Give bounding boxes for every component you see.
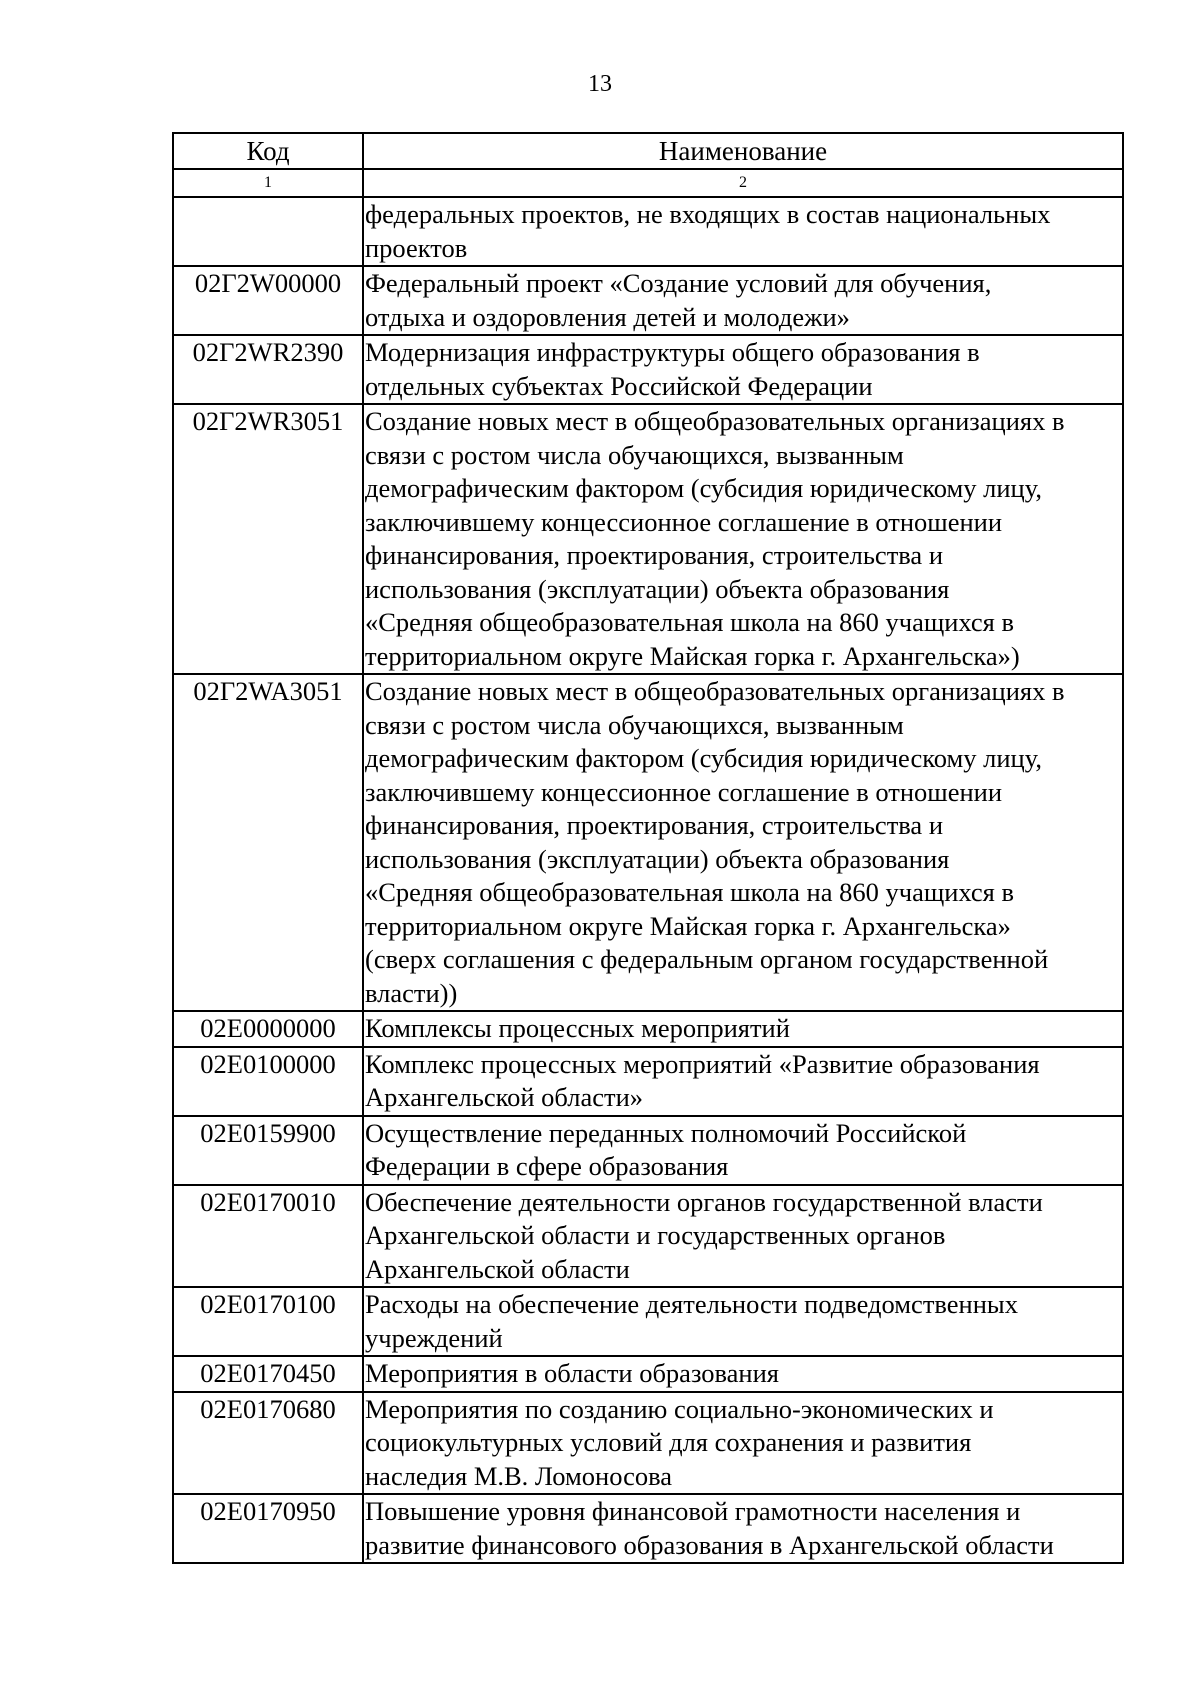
column-number-row bbox=[173, 169, 1123, 197]
budget-code-table bbox=[172, 132, 1124, 1564]
row-name bbox=[363, 1011, 1123, 1047]
table-row bbox=[173, 1116, 1123, 1185]
row-name-text: Обеспечение деятельности органов государственной власти Архангельской области и государственных органов Архангельской области bbox=[365, 1186, 1043, 1284]
table-row bbox=[173, 1392, 1123, 1495]
row-name bbox=[363, 197, 1123, 266]
row-name bbox=[363, 1356, 1123, 1392]
row-name-text: Создание новых мест в общеобразовательных организациях в связи с ростом числа обучающихся, вызванным демографическим фактором (субсидия юридическому лицу, заключившему концессионное соглашение в отношении финансирования, проектирования, строительства и использования (эксплуатации) объекта образования «Средняя общеобразовательная школа на 860 учащихся в территориальном округе Майская горка г. Архангельска» (сверх соглашения с федеральным органом государственной власти)) bbox=[365, 676, 1065, 1008]
table-row bbox=[173, 266, 1123, 335]
row-name-text: Федеральный проект «Создание условий для обучения, отдыха и оздоровления детей и молодежи» bbox=[365, 268, 992, 332]
row-name-text: Комплекс процессных мероприятий «Развитие образования Архангельской области» bbox=[365, 1048, 1040, 1112]
row-code: 02Е0170950 bbox=[173, 1494, 363, 1563]
row-name bbox=[363, 266, 1123, 335]
row-name-text: федеральных проектов, не входящих в состав национальных проектов bbox=[365, 199, 1051, 263]
column-number-name: 2 bbox=[363, 169, 1123, 197]
table-row bbox=[173, 335, 1123, 404]
row-code: 02Е0100000 bbox=[173, 1047, 363, 1116]
row-name-text: Мероприятия по созданию социально-экономических и социокультурных условий для сохранения и развития наследия М.В. Ломоносова bbox=[365, 1393, 994, 1491]
row-name bbox=[363, 1287, 1123, 1356]
row-code: 02Г2WA3051 bbox=[173, 674, 363, 1011]
table-row bbox=[173, 674, 1123, 1011]
row-name-text: Повышение уровня финансовой грамотности населения и развитие финансового образования в Архангельской области bbox=[365, 1496, 1054, 1560]
row-name bbox=[363, 674, 1123, 1011]
row-name-text: Мероприятия в области образования bbox=[365, 1358, 779, 1388]
row-name-text: Модернизация инфраструктуры общего образования в отдельных субъектах Российской Федерации bbox=[365, 337, 980, 401]
column-number-code: 1 bbox=[173, 169, 363, 197]
row-code: 02Г2WR2390 bbox=[173, 335, 363, 404]
header-code: Код bbox=[173, 133, 363, 169]
row-name bbox=[363, 1047, 1123, 1116]
page-number: 13 bbox=[588, 71, 612, 97]
row-code: 02Е0170010 bbox=[173, 1185, 363, 1288]
row-name bbox=[363, 335, 1123, 404]
row-code: 02Е0170450 bbox=[173, 1356, 363, 1392]
row-code: 02Е0000000 bbox=[173, 1011, 363, 1047]
row-name bbox=[363, 404, 1123, 674]
row-name-text: Расходы на обеспечение деятельности подведомственных учреждений bbox=[365, 1289, 1018, 1353]
row-name bbox=[363, 1116, 1123, 1185]
table-row bbox=[173, 1185, 1123, 1288]
row-code: 02Г2W00000 bbox=[173, 266, 363, 335]
row-code: 02Е0159900 bbox=[173, 1116, 363, 1185]
table-row bbox=[173, 1047, 1123, 1116]
row-name-text: Комплексы процессных мероприятий bbox=[365, 1013, 790, 1043]
row-code: 02Г2WR3051 bbox=[173, 404, 363, 674]
row-name bbox=[363, 1392, 1123, 1495]
row-name-text: Осуществление переданных полномочий Российской Федерации в сфере образования bbox=[365, 1117, 967, 1181]
table-row bbox=[173, 197, 1123, 266]
row-code: 02Е0170100 bbox=[173, 1287, 363, 1356]
table-row bbox=[173, 404, 1123, 674]
row-name bbox=[363, 1185, 1123, 1288]
table-row bbox=[173, 1494, 1123, 1563]
row-name bbox=[363, 1494, 1123, 1563]
table-row bbox=[173, 1287, 1123, 1356]
table-row bbox=[173, 1011, 1123, 1047]
row-code bbox=[173, 197, 363, 266]
table-header-row bbox=[173, 133, 1123, 169]
row-name-text: Создание новых мест в общеобразовательных организациях в связи с ростом числа обучающихся, вызванным демографическим фактором (субсидия юридическому лицу, заключившему концессионное соглашение в отношении финансирования, проектирования, строительства и использования (эксплуатации) объекта образования «Средняя общеобразовательная школа на 860 учащихся в территориальном округе Майская горка г. Архангельска») bbox=[365, 406, 1065, 671]
row-code: 02Е0170680 bbox=[173, 1392, 363, 1495]
header-name: Наименование bbox=[363, 133, 1123, 169]
table-row bbox=[173, 1356, 1123, 1392]
